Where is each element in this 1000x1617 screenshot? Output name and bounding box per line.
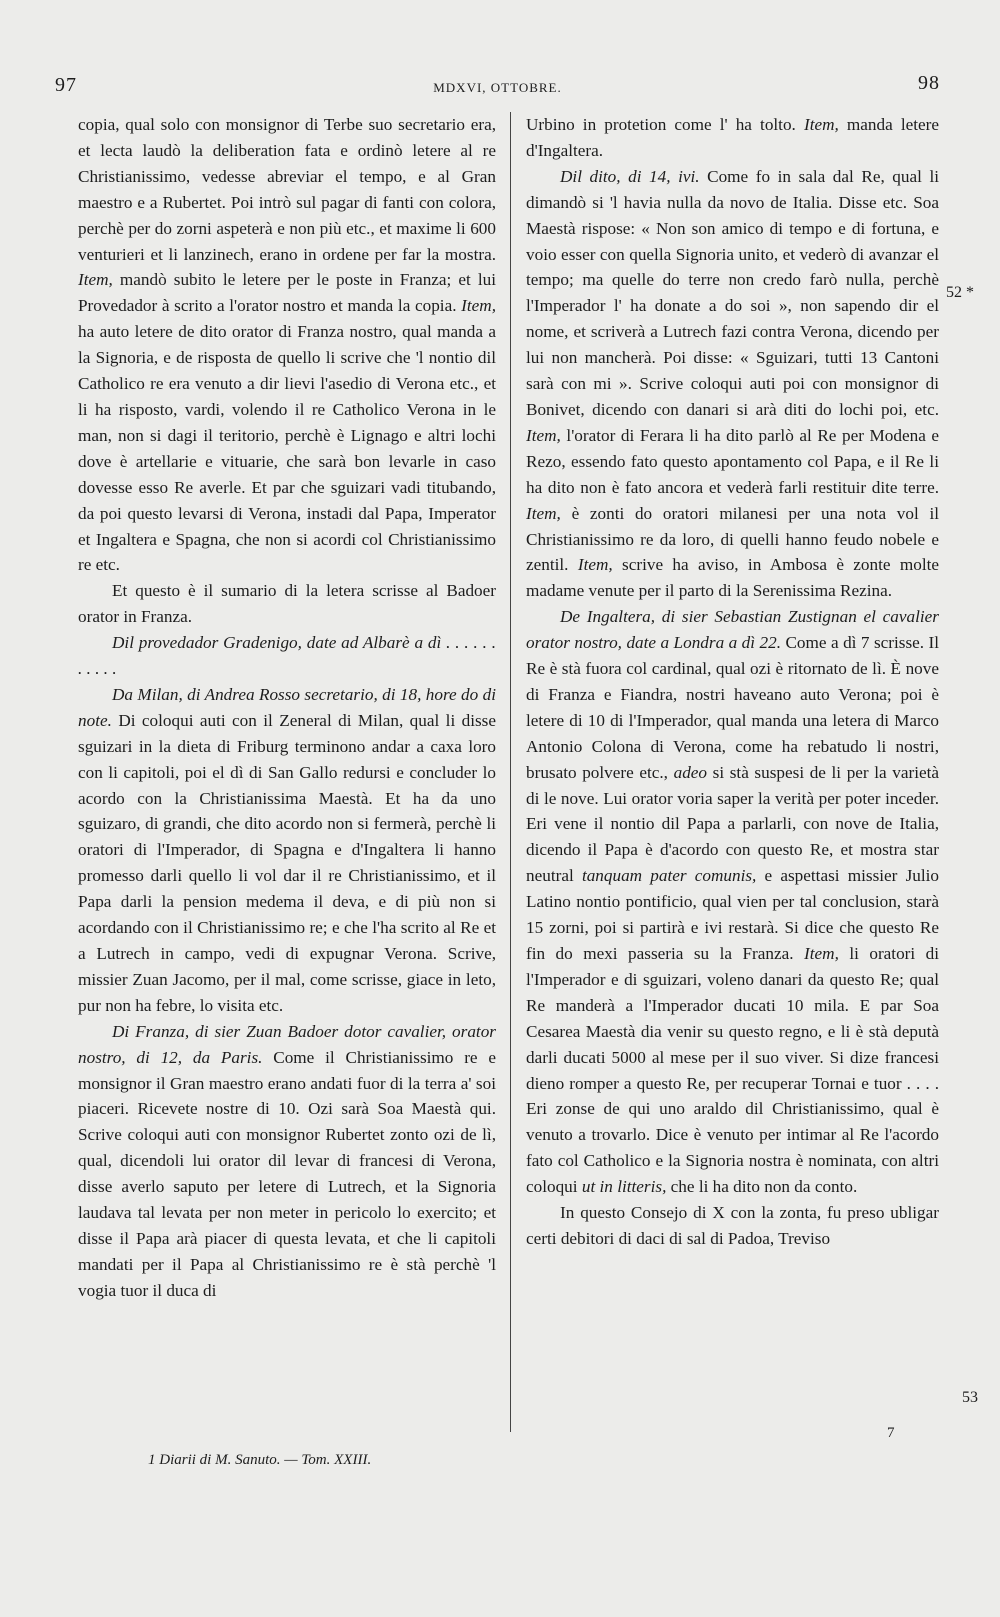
margin-note: 52 *	[946, 284, 974, 301]
left-column	[78, 112, 496, 1304]
footer-sheet-number: 7	[887, 1425, 895, 1441]
margin-note: 53	[962, 1389, 978, 1406]
paragraph: De Ingaltera, di sier Sebastian Zustignan el cavalier orator nostro, date a Londra a dì 22. Come a dì 7 scrisse. Il Re è stà fuora col cardinal, qual ozi è ritornato de lì. È nove di Franza e Fiandra, nostri haveano auto Verona; poi è letere di 10 di l'Imperador, qual manda una letera di Marco Antonio Colona di Verona, come ha rebatudo li nostri, brusato polvere etc., adeo si stà suspesi de li per la varietà di le nove. Lui orator voria saper la verità per poter inceder. Eri vene il nontio dil Papa a parlarli, con nove de Italia, dicendo il Papa è d'acordo con questo Re, et mostra star neutral tanquam pater comunis, e aspettasi missier Julio Latino nontio pontificio, qual vien per tal conclusion, starà 15 zorni, poi si partirà e ivi restarà. Si dice che questo Re fin do mexi passeria su la Franza. Item, li oratori di l'Imperador e di sguizari, voleno danari da questo Re; qual Re manderà a l'Imperador ducati 10 mila. E par Soa Cesarea Maestà dia venir su questo regno, e li è stà deputà darli ducati 5000 al mese per il suo viver. Si dize francesi dieno romper a questo Re, per recuperar Tornai e tuor . . . . Eri zonse de qui uno araldo dil Christianissimo, qual è venuto a trovarlo. Dice è venuto per intimar al Re l'acordo fato col Catholico e la Signoria nostra è nominata, con altri coloqui ut in litteris, che li ha dito non da conto.	[526, 607, 940, 1197]
paragraph: Et questo è il sumario di la letera scrisse al Badoer orator in Franza.	[78, 581, 496, 627]
section-heading: Dil dito, di 14, ivi.	[560, 166, 700, 186]
paragraph: Dil dito, di 14, ivi. Come fo in sala dal Re, qual li dimandò si 'l havia nulla da novo de Italia. Disse etc. Soa Maestà rispose: « Non son amico di tempo e di fortuna, e voio esser con quella Signoria unito, et vederò di avanzar el tempo; ma quelle do terre non credo farò nulla, perchè l'Imperador l' ha donate a do soi », non sapendo dir el nome, et scriverà a Lutrech fazi contra Verona, dicendo per lui non mancherà. Poi disse: « Sguizari, tutti 13 Cantoni sarà con mi ». Scrive coloqui auti poi con monsignor di Bonivet, dicendo con danari si arà diti do lochi poi, etc. Item, l'orator di Ferara li ha dito parlò al Re per Modena e Rezo, essendo fato questo apontamento col Papa, e il Re li ha dito non è fato ancora et vederà farli restituir dite terre. Item, è zonti do oratori milanesi per una nota vol il Christianissimo re da loro, di quelli hanno feudo nobele e zentil. Item, scrive ha aviso, in Ambosa è zonte molte madame venute per il parto di la Serenissima Rezina.	[526, 166, 940, 601]
column-divider	[510, 112, 511, 1432]
section-heading: De Ingaltera, di sier Sebastian Zustignan el cavalier orator nostro, date a Londra a dì 22.	[526, 607, 939, 653]
paragraph: copia, qual solo con monsignor di Terbe suo secretario era, et lecta laudò la deliberation fata e ordinò letere al re Christianissimo, vedesse abreviar el tempo, e al Gran maestro e a Rubertet. Poi intrò sul pagar di fanti con colora, perchè per do zorni aspeterà e non più etc., et maxime li 600 venturieri et li lanzinech, erano in ordene per far la mostra. Item, mandò subito le letere per le poste in Franza; et lui Provedador à scrito a l'orator nostro et manda la copia. Item, ha auto letere de dito orator di Franza nostro, qual manda a la Signoria, e de risposta de quello li scrive che 'l nontio dil Catholico re era venuto a dir lievi l'asedio di Verona etc., et li ha risposto, vardi, volendo il re Catholico Verona in le man, non si dagi il teritorio, perchè è Lignago e altri lochi dove è artellarie e vituarie, che sarà bon levarle in caso dovesse esso Re averle. Et par che sguizari vadi titubando, da poi questo levarsi di Verona, instadi dal Papa, Imperator et Ingaltera e Spagna, che non si acordi col Christianissimo re etc.	[78, 115, 497, 575]
paragraph: Di Franza, di sier Zuan Badoer dotor cavalier, orator nostro, di 12, da Paris. Come il Christianissimo re e monsignor il Gran maestro erano andati fuor di la terra a' soi piaceri. Ricevete nostre di 10. Ozi sarà Soa Maestà qui. Scrive coloqui auti con monsignor Rubertet zonto ozi de lì, qual, dicendoli lui orator dil levar di francesi di Verona, disse averlo saputo per letere di Lutrech, et la Signoria laudava tal levata per non meter in pericolo lo exercito; et disse il Papa arà piacer di questa levata, et che li capitoli mandati per il Papa al Christianissimo re è stà perchè 'l vogia tuor il duca di	[78, 1021, 496, 1300]
page-number-left: 97	[55, 74, 77, 96]
footer-signature: 1 Diarii di M. Sanuto. — Tom. XXIII.	[148, 1452, 372, 1468]
paragraph: Urbino in protetion come l' ha tolto. Item, manda letere d'Ingaltera.	[526, 115, 939, 160]
paragraph: In questo Consejo di X con la zonta, fu preso ubligar certi debitori di daci di sal di Padoa, Treviso	[526, 1203, 939, 1248]
right-column	[526, 112, 939, 1252]
section-heading: Dil provedador Gradenigo, date ad Albarè a dì . . . . . . . . . . .	[78, 633, 496, 679]
page-header	[55, 70, 940, 100]
section-heading: Da Milan, di Andrea Rosso secretario, di 18, hore do di note.	[78, 684, 496, 730]
section-heading: Di Franza, di sier Zuan Badoer dotor cavalier, orator nostro, di 12, da Paris.	[78, 1021, 496, 1067]
paragraph: Da Milan, di Andrea Rosso secretario, di 18, hore do di note. Di coloqui auti con il Zeneral di Milan, qual li disse sguizari in la dieta di Friburg terminono andar a caxa loro con li capitoli, poi el dì di San Gallo redursi e concluder lo acordo con la Christianissima Maestà. Et ha da uno sguizaro, di grandi, che dito acordo non si fermerà, perchè li oratori di l'Imperador, di Spagna e d'Ingaltera li hanno promesso darli quello li vol dar il re Christianissimo, et il Papa darli la pension medema il deva, e di più non si acordando con il Christianissimo re; e che l'ha scrito al Re et a Lutrech in campo, vedi di expugnar Verona. Scrive, missier Zuan Jacomo, per il mal, come scrisse, giace in leto, pur non ha febre, lo visita etc.	[78, 684, 496, 1015]
running-title: MDXVI, OTTOBRE.	[433, 80, 562, 95]
page-number-right: 98	[918, 72, 940, 94]
